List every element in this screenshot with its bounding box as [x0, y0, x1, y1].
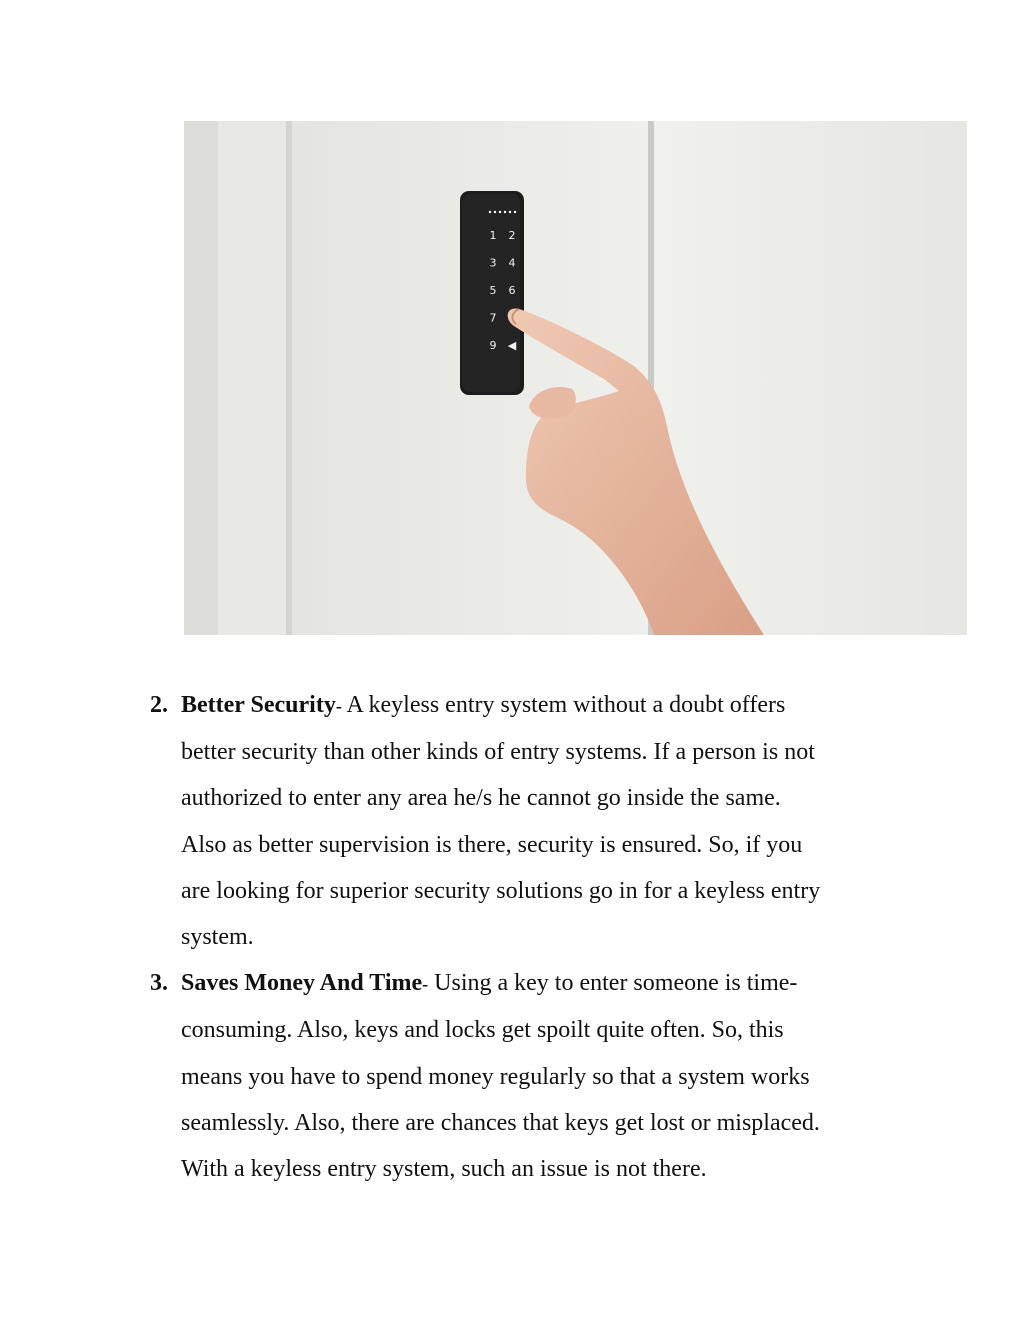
- list-item: [150, 682, 920, 960]
- keypad-device: [460, 191, 524, 395]
- keypad-key-label: 2: [508, 229, 516, 242]
- item-text: authorized to enter any area he/s he cannot go inside the same.: [181, 785, 781, 812]
- item-text: consuming. Also, keys and locks get spoilt quite often. So, this: [181, 1017, 784, 1044]
- item-text: means you have to spend money regularly so that a system works: [181, 1063, 810, 1090]
- item-text: system.: [181, 924, 254, 951]
- item-text: seamlessly. Also, there are chances that keys get lost or misplaced.: [181, 1109, 820, 1136]
- item-text: Using a key to enter someone is time-: [428, 970, 798, 997]
- item-number: 2.: [150, 692, 168, 718]
- list-item: [150, 960, 920, 1192]
- item-heading: Saves Money And Time: [181, 970, 423, 997]
- item-first-line: [181, 682, 920, 729]
- item-text: better security than other kinds of entry systems. If a person is not: [181, 739, 815, 766]
- keypad-key-label: 5: [489, 284, 497, 297]
- item-text: Also as better supervision is there, security is ensured. So, if you: [181, 831, 803, 858]
- item-dash: -: [422, 974, 429, 995]
- feature-list: [150, 682, 920, 1192]
- item-text: With a keyless entry system, such an issue is not there.: [181, 1156, 707, 1183]
- keypad-key-label: 7: [489, 311, 497, 325]
- item-dash: -: [335, 696, 342, 716]
- item-text: A keyless entry system without a doubt offers: [341, 692, 786, 718]
- keypad-photo: [184, 121, 967, 635]
- keypad-key-label: 3: [489, 256, 497, 270]
- item-heading: Better Security: [181, 692, 336, 718]
- keypad-key-label: 1: [489, 229, 497, 242]
- keypad-key-label: ◀: [507, 339, 517, 352]
- item-first-line: [181, 960, 920, 1007]
- item-number: 3.: [150, 970, 168, 997]
- keypad-key-label: 6: [508, 284, 516, 297]
- item-text: are looking for superior security solutions go in for a keyless entry: [181, 877, 821, 904]
- keypad-key-label: 9: [489, 339, 497, 352]
- keypad-key-label: 4: [508, 256, 516, 270]
